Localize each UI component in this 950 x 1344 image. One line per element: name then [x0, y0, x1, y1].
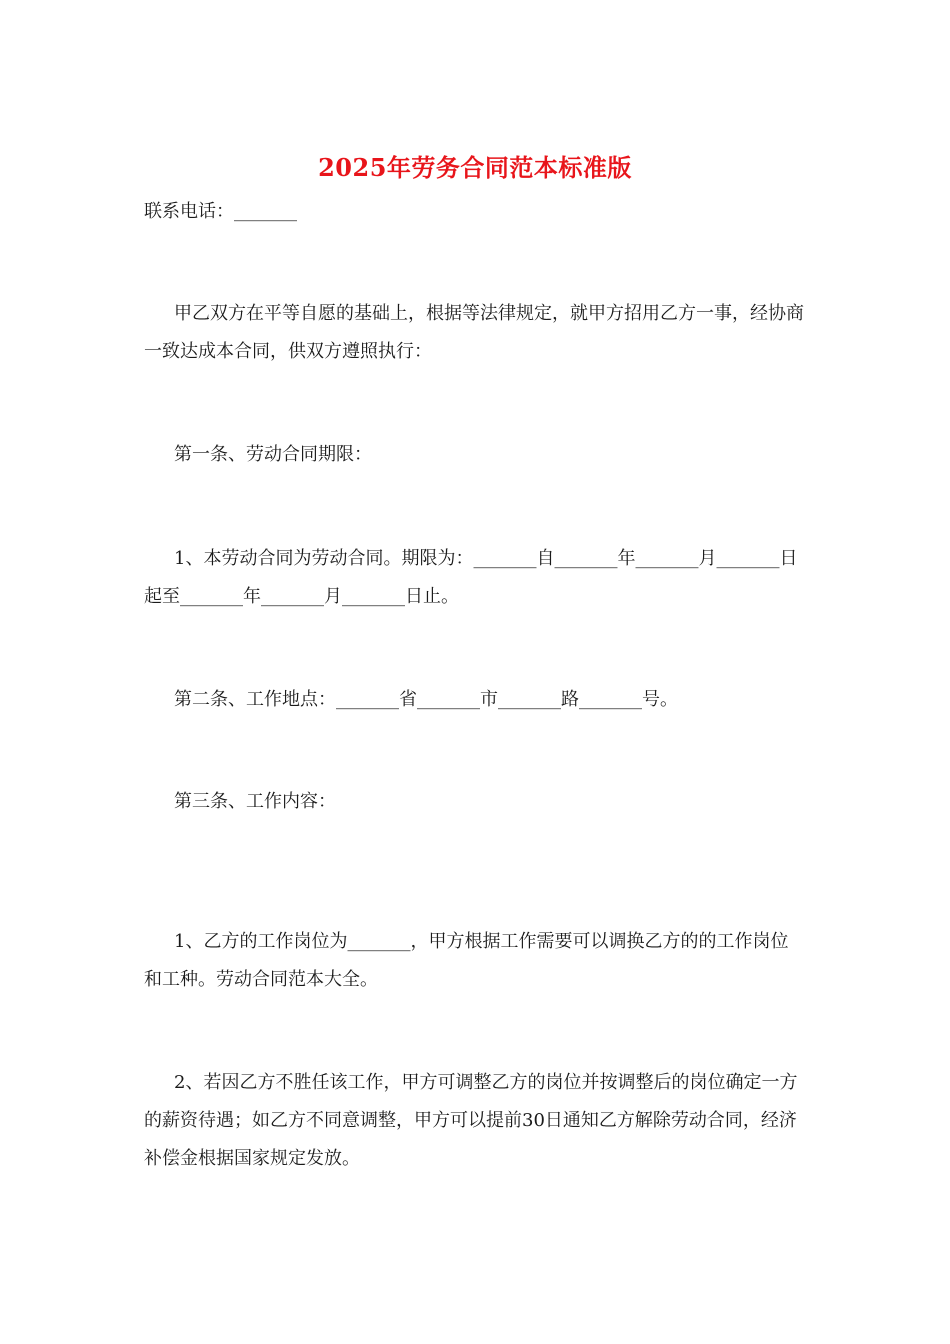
article-3-clause-2: 2、若因乙方不胜任该工作，甲方可调整乙方的岗位并按调整后的岗位确定一方的薪资待遇；如乙方不同意调整，甲方可以提前30日通知乙方解除劳动合同，经济补偿金根据国家规定发放。 [144, 1072, 798, 1169]
intro-paragraph: 甲乙双方在平等自愿的基础上，根据等法律规定，就甲方招用乙方一事，经协商一致达成本合同，供双方遵照执行： [144, 303, 804, 362]
document-title: 2025年劳务合同范本标准版 [318, 153, 632, 182]
article-1-heading: 第一条、劳动合同期限： [174, 444, 372, 465]
contact-line: 联系电话：_______ [144, 201, 297, 222]
article-2-paragraph: 第二条、工作地点：_______省_______市_______路_______号。 [174, 689, 678, 710]
article-3-clause-1: 1、乙方的工作岗位为_______，甲方根据工作需要可以调换乙方的的工作岗位和工种。劳动合同范本大全。 [144, 931, 789, 990]
article-3-heading: 第三条、工作内容： [174, 791, 336, 812]
article-1-clause-1: 1、本劳动合同为劳动合同。期限为：_______自_______年_______月_______日起至_______年_______月_______日止。 [144, 548, 798, 607]
